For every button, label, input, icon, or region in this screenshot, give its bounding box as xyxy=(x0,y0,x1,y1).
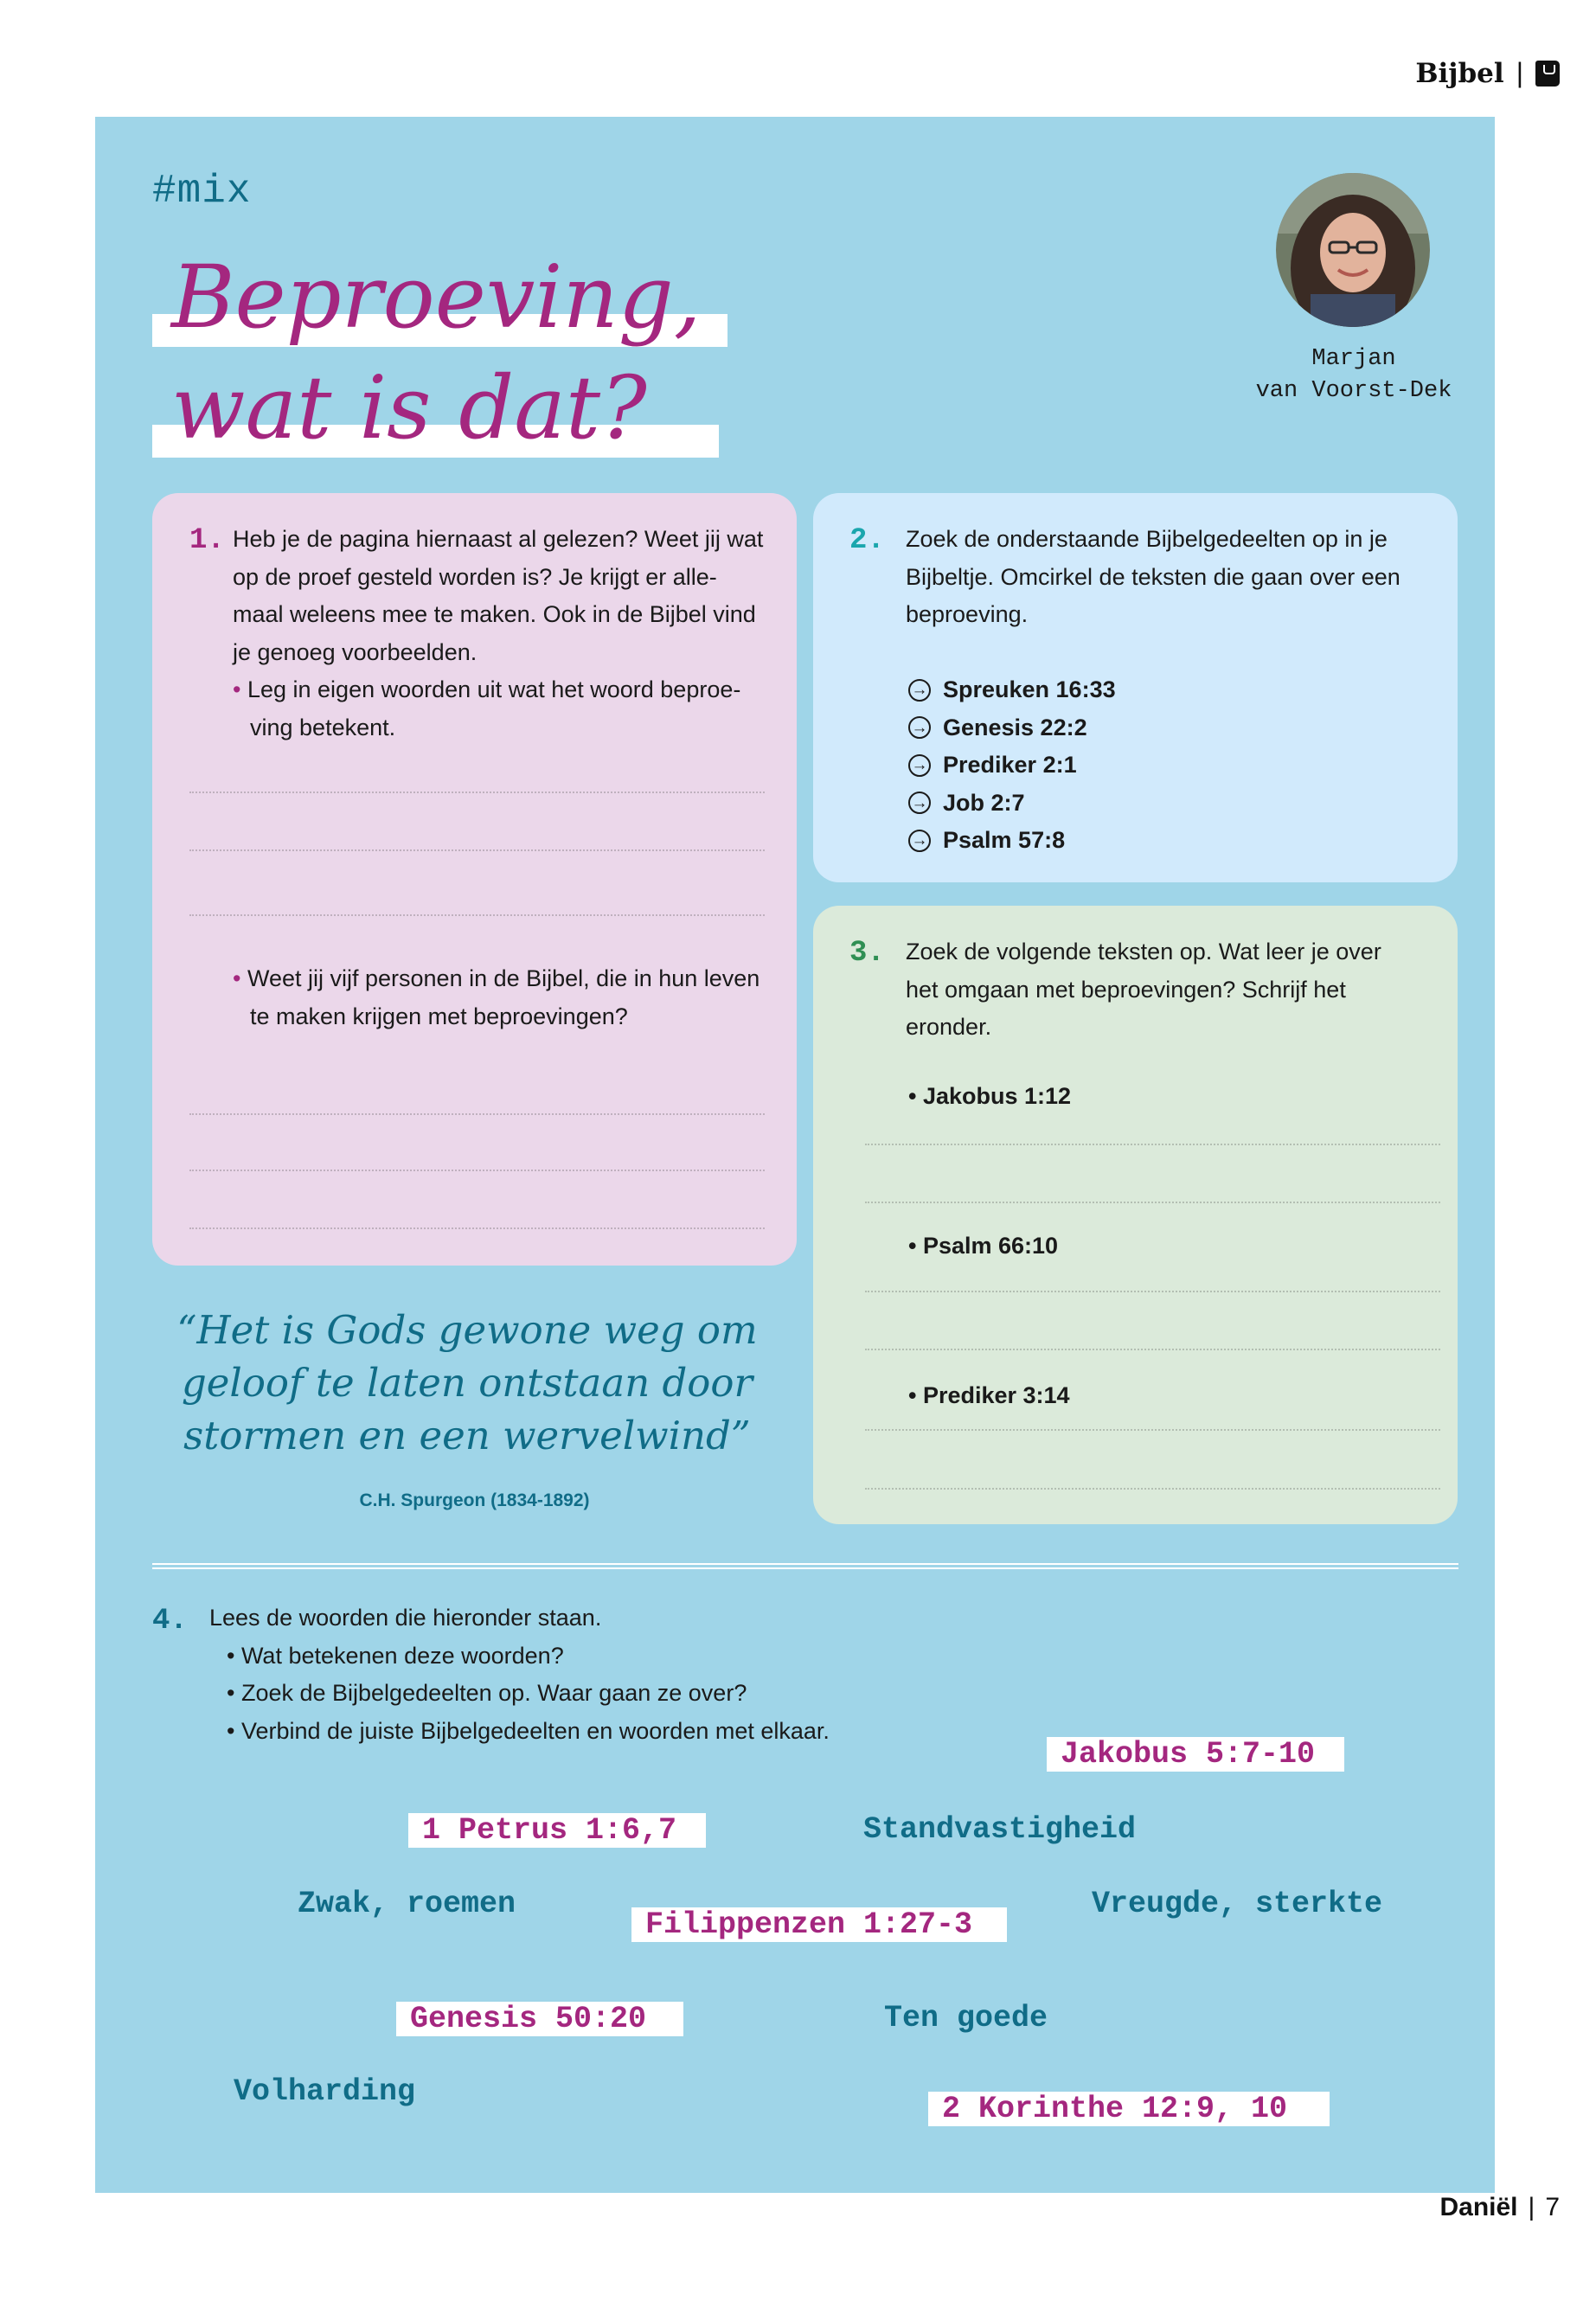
magazine-name: Daniël xyxy=(1439,2193,1518,2221)
text-line: het omgaan met beproevingen? Schrijf het xyxy=(906,976,1346,1003)
bible-reference-tag[interactable]: 2 Korinthe 12:9, 10 xyxy=(928,2092,1330,2126)
reference-item: • Psalm 66:10 xyxy=(908,1233,1059,1259)
answer-line[interactable] xyxy=(865,1488,1440,1490)
task-2-number: 2. xyxy=(849,524,885,557)
bible-reference[interactable] xyxy=(908,747,1116,785)
match-word[interactable]: Volharding xyxy=(234,2074,416,2109)
bible-reference[interactable] xyxy=(908,785,1116,823)
page-title-line-2: wat is dat? xyxy=(171,357,647,458)
reference-item: • Jakobus 1:12 xyxy=(908,1083,1072,1109)
answer-line[interactable] xyxy=(189,1170,765,1171)
answer-line[interactable] xyxy=(189,1227,765,1229)
answer-line[interactable] xyxy=(865,1349,1440,1350)
arrow-circle-icon: → xyxy=(908,830,931,852)
match-word[interactable]: Ten goede xyxy=(884,2001,1048,2035)
bullet-a xyxy=(233,671,769,709)
quote-author: C.H. Spurgeon (1834-1892) xyxy=(359,1490,590,1510)
reference-item: • Prediker 3:14 xyxy=(908,1382,1070,1408)
page-title-line-1: Beproeving, xyxy=(171,247,702,348)
task-1-box xyxy=(152,493,797,1266)
page-number: 7 xyxy=(1545,2193,1560,2221)
reference-label: Prediker 2:1 xyxy=(943,752,1077,779)
answer-line[interactable] xyxy=(189,792,765,793)
match-word[interactable]: Zwak, roemen xyxy=(298,1887,516,1921)
reference-label: Job 2:7 xyxy=(943,789,1025,816)
task-3-box xyxy=(813,906,1458,1524)
quote-line: “Het is Gods gewone weg om xyxy=(176,1307,758,1353)
bible-reference-tag[interactable]: Genesis 50:20 xyxy=(396,2002,683,2036)
task-2-intro xyxy=(906,521,1433,634)
text-line: Leg in eigen woorden uit wat het woord beproe- xyxy=(247,676,741,702)
bullet-dot: • xyxy=(233,965,247,991)
pull-quote xyxy=(138,1304,796,1462)
page-header xyxy=(1415,57,1560,89)
arrow-circle-icon: → xyxy=(908,679,931,702)
answer-line[interactable] xyxy=(865,1202,1440,1203)
bullet-b xyxy=(233,960,769,998)
task-4-instructions xyxy=(209,1599,830,1750)
text-line: • Zoek de Bijbelgedeelten op. Waar gaan ze over? xyxy=(227,1680,747,1706)
text-line: te maken krijgen met beproevingen? xyxy=(250,1003,628,1029)
task-3-number: 3. xyxy=(849,937,885,970)
text-line: beproeving. xyxy=(906,601,1029,627)
section-divider xyxy=(152,1563,1458,1569)
text-line: • Verbind de juiste Bijbelgedeelten en woorden met elkaar. xyxy=(227,1717,830,1744)
reference-label: Psalm 57:8 xyxy=(943,827,1066,854)
reference-label: Genesis 22:2 xyxy=(943,714,1087,740)
match-word[interactable]: Vreugde, sterkte xyxy=(1092,1887,1383,1921)
bible-reference-list xyxy=(908,671,1116,860)
text-line: Heb je de pagina hiernaast al gelezen? Weet jij wat xyxy=(233,526,764,552)
answer-line[interactable] xyxy=(865,1144,1440,1145)
bible-reference[interactable] xyxy=(908,709,1116,747)
text-line: maal weleens mee te maken. Ook in de Bijbel vind xyxy=(233,601,756,627)
match-word[interactable]: Standvastigheid xyxy=(863,1812,1137,1847)
bible-reference[interactable] xyxy=(908,671,1116,709)
task-4-number: 4. xyxy=(152,1605,188,1638)
text-line: op de proef gesteld worden is? Je krijgt er alle- xyxy=(233,563,717,590)
bible-reference-tag[interactable]: Jakobus 5:7-10 xyxy=(1047,1737,1344,1772)
section-label: Bijbel xyxy=(1415,57,1504,89)
answer-line[interactable] xyxy=(865,1291,1440,1292)
text-line: Weet jij vijf personen in de Bijbel, die in hun leven xyxy=(247,965,760,991)
author-last-name: van Voorst-Dek xyxy=(1255,378,1452,404)
task-2-box xyxy=(813,493,1458,882)
footer-separator: | xyxy=(1528,2193,1535,2221)
text-line: eronder. xyxy=(906,1014,992,1040)
answer-line[interactable] xyxy=(189,849,765,851)
answer-line[interactable] xyxy=(189,914,765,916)
bible-reference-tag[interactable]: 1 Petrus 1:6,7 xyxy=(408,1813,706,1848)
bible-reference[interactable] xyxy=(908,822,1116,860)
answer-line[interactable] xyxy=(865,1429,1440,1431)
answer-line[interactable] xyxy=(189,1113,765,1115)
text-line: Bijbeltje. Omcirkel de teksten die gaan over een xyxy=(906,563,1401,590)
arrow-circle-icon: → xyxy=(908,716,931,739)
text-line: ving betekent. xyxy=(250,714,396,740)
page-footer xyxy=(1439,2193,1560,2222)
quote-line: stormen en een wervelwind” xyxy=(183,1413,751,1458)
reference-label: Spreuken 16:33 xyxy=(943,676,1116,703)
content-panel xyxy=(95,117,1495,2193)
text-line: je genoeg voorbeelden. xyxy=(233,638,478,665)
task-3-intro xyxy=(906,933,1433,1047)
quote-line: geloof te laten ontstaan door xyxy=(182,1360,753,1406)
author-first-name: Marjan xyxy=(1311,346,1396,372)
task-1-intro xyxy=(233,521,769,747)
author-name xyxy=(1211,343,1497,407)
task-1-bullet-b xyxy=(233,960,769,1035)
arrow-circle-icon: → xyxy=(908,792,931,814)
text-line: • Wat betekenen deze woorden? xyxy=(227,1642,564,1669)
header-separator: | xyxy=(1516,57,1523,88)
author-photo xyxy=(1276,173,1430,327)
task-1-number: 1. xyxy=(189,524,225,557)
book-icon xyxy=(1535,61,1560,87)
text-line: Zoek de volgende teksten op. Wat leer je over xyxy=(906,939,1381,965)
arrow-circle-icon: → xyxy=(908,754,931,777)
text-line: Zoek de onderstaande Bijbelgedeelten op in je xyxy=(906,526,1388,552)
text-line: Lees de woorden die hieronder staan. xyxy=(209,1605,602,1631)
hashtag-label: #mix xyxy=(152,169,252,214)
bible-reference-tag[interactable]: Filippenzen 1:27-3 xyxy=(631,1907,1007,1942)
bullet-dot: • xyxy=(233,676,247,702)
